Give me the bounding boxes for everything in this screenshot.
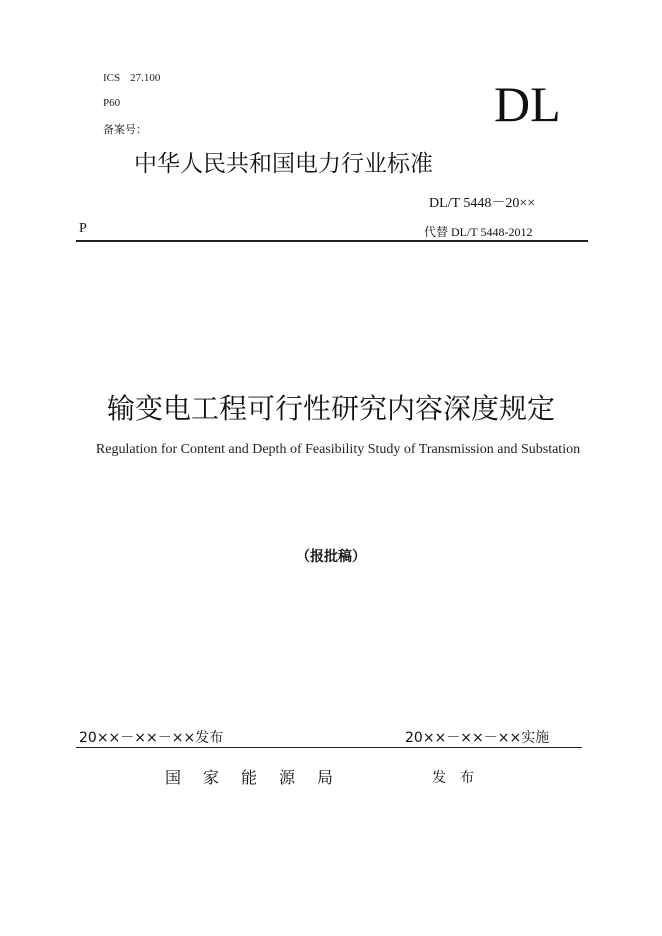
ics-line xyxy=(103,72,160,84)
draft-status: （报批稿） xyxy=(296,549,366,565)
footer-divider xyxy=(76,747,582,748)
header-divider xyxy=(76,240,588,242)
standard-title: 中华人民共和国电力行业标准 xyxy=(134,151,433,177)
document-title: 输变电工程可行性研究内容深度规定 xyxy=(106,392,555,425)
record-number-label: 备案号： xyxy=(103,123,147,136)
publish-date: 20××－××－××发布 xyxy=(79,730,224,746)
ics-code: 27.100 xyxy=(130,72,161,84)
implement-date: 20××－××－××实施 xyxy=(405,730,550,746)
issue-word: 发布 xyxy=(432,770,488,786)
dl-logo: DL xyxy=(494,76,561,132)
issuing-authority: 国家能源局 xyxy=(165,768,356,787)
category-code: P60 xyxy=(103,97,121,109)
category-letter: P xyxy=(79,221,87,236)
ics-label: ICS xyxy=(103,72,121,84)
standard-number: DL/T 5448－20×× xyxy=(429,196,536,211)
document-title-english: Regulation for Content and Depth of Feasibility Study of Transmission and Substation xyxy=(95,442,581,457)
replaces-standard: 代替 DL/T 5448-2012 xyxy=(424,225,533,239)
